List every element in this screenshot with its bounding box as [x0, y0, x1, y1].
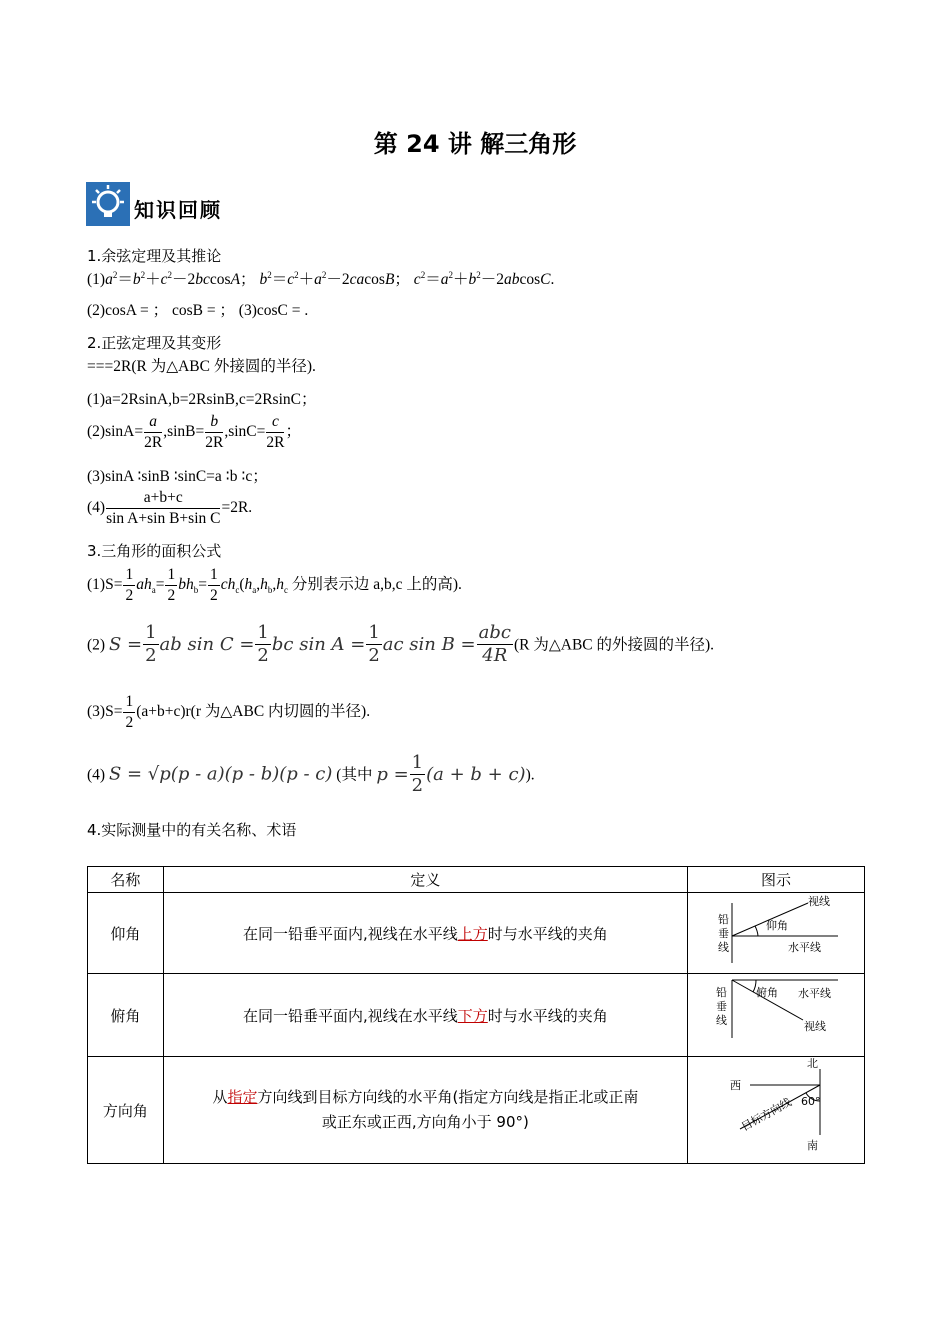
sine-law-intro: ===2R(R 为△ABC 外接圆的半径).	[87, 358, 316, 375]
svg-text:目标方向线: 目标方向线	[739, 1095, 794, 1134]
svg-text:60°: 60°	[800, 1095, 821, 1108]
svg-text:线: 线	[715, 1014, 727, 1027]
sine-law-1: (1)a=2RsinA,b=2RsinB,c=2RsinC；	[87, 391, 317, 408]
table-header-row	[88, 867, 865, 893]
section-banner-title: 知识回顾	[134, 198, 222, 222]
cosine-law-line: $(1)a^2=b^2+c^2-2bccosA$； $b^2=c^2+a^2-2cacosB$； $c^2=a^2+b^2-2abcosC$.	[87, 269, 555, 288]
svg-text:铅: 铅	[715, 986, 727, 999]
section-2-heading: 2.正弦定理及其变形	[87, 334, 222, 352]
svg-text:线: 线	[717, 941, 729, 954]
svg-text:铅: 铅	[717, 913, 729, 926]
svg-text:南: 南	[806, 1139, 818, 1152]
elevation-figure	[687, 893, 864, 974]
svg-text:垂: 垂	[717, 927, 729, 940]
area-formula-4: (4) S = √p(p - a)(p - b)(p - c) (其中 p = $\frac{1}{2}$ (a + b + c)).	[87, 752, 535, 796]
svg-text:视线: 视线	[803, 1020, 826, 1033]
cosine-corollary-line: (2)cosA = ； cosB = ； (3)cosC = .	[87, 302, 309, 319]
term-definition: 在同一铅垂平面内,视线在水平线下方时与水平线的夹角	[163, 974, 687, 1057]
page-title: 第 24 讲 解三角形	[373, 130, 577, 158]
header-figure: 图示	[687, 867, 864, 893]
sine-law-3: (3)sinA ∶sinB ∶sinC=a ∶b ∶c；	[87, 468, 268, 485]
svg-text:垂: 垂	[715, 1000, 727, 1013]
svg-text:水平线: 水平线	[797, 987, 831, 1000]
table-row	[88, 974, 865, 1057]
area-formula-2: (2) S = $\frac{1}{2}$ ab sin C = $\frac{1}{2}$ bc sin A = $\frac{1}{2}$ ac sin B = $\frac{\text{abc}}{4R}$ (R 为△ABC 的外接圆的半径).	[87, 622, 715, 666]
depression-figure	[687, 974, 864, 1057]
term-name: 仰角	[88, 893, 164, 974]
table-row	[88, 1057, 865, 1164]
header-name: 名称	[88, 867, 164, 893]
term-definition: 在同一铅垂平面内,视线在水平线上方时与水平线的夹角	[163, 893, 687, 974]
svg-text:仰角: 仰角	[765, 919, 788, 932]
lightbulb-icon	[86, 182, 130, 226]
section-3-heading: 3.三角形的面积公式	[87, 542, 222, 560]
term-name: 方向角	[88, 1057, 164, 1164]
svg-text:北: 北	[806, 1057, 818, 1070]
section-4-heading: 4.实际测量中的有关名称、术语	[87, 821, 297, 839]
table-row	[88, 893, 865, 974]
sine-law-2: (2)sinA= $\frac{a}{2R}$ ,sinB= $\frac{b}{2R}$ ,sinC= $\frac{c}{2R}$ ；	[87, 413, 301, 451]
section-1-heading: 1.余弦定理及其推论	[87, 247, 222, 265]
area-formula-3: (3)S= $\frac{1}{2}$ (a+b+c)r(r 为△ABC 内切圆的半径).	[87, 693, 371, 731]
term-definition: 从指定方向线到目标方向线的水平角(指定方向线是指正北或正南 或正东或正西,方向角小于 90°)	[163, 1057, 687, 1164]
sine-law-4: (4) $\frac{a+b+c}{\text{sin A+sin B+sin C}}$ =2R.	[87, 489, 253, 527]
svg-text:西: 西	[729, 1079, 741, 1092]
bearing-figure	[687, 1057, 864, 1164]
area-formula-1: (1)S= $\frac{1}{2}$ $ah_a=$ $\frac{1}{2}$ $bh_b=$ $\frac{1}{2}$ $ch_c(h_a,h_b,h_c$ 分别表示边 a,b,c 上的高).	[87, 566, 462, 604]
terms-table	[87, 866, 865, 1164]
svg-text:视线: 视线	[807, 895, 830, 908]
term-name: 俯角	[88, 974, 164, 1057]
svg-text:水平线: 水平线	[787, 941, 821, 954]
header-definition: 定义	[163, 867, 687, 893]
svg-text:俯角: 俯角	[755, 986, 778, 999]
